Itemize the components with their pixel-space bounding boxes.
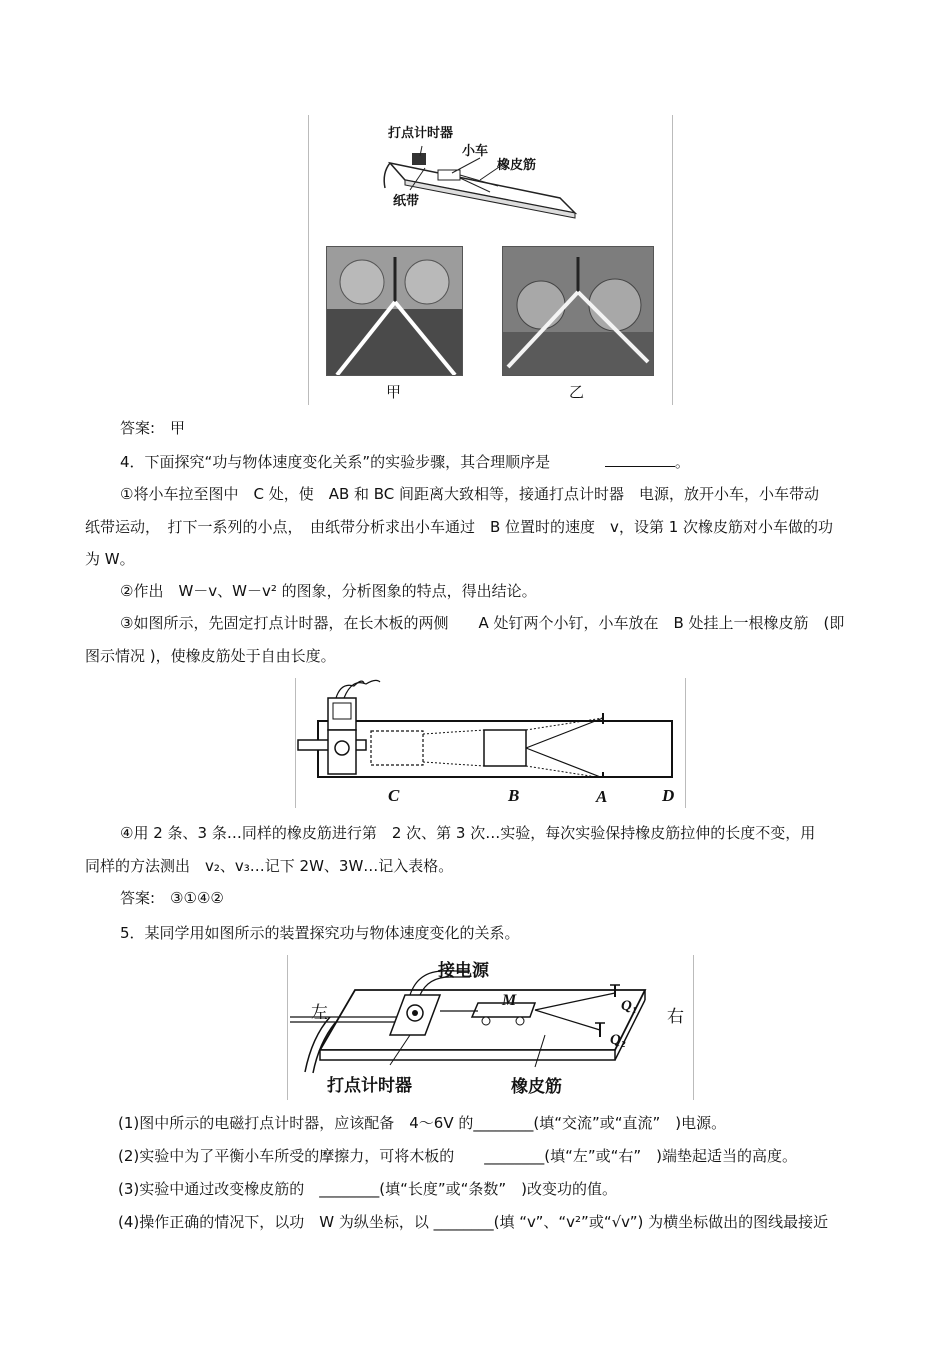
q4-title-text: 4．下面探究“功与物体速度变化关系”的实验步骤，其合理顺序是	[120, 453, 551, 471]
fig2-label-c: C	[388, 786, 400, 805]
q4-step1-line2: 纸带运动， 打下一系列的小点， 由纸带分析求出小车通过 B 位置时的速度 v，设第 1 次橡皮筋对小车做的功	[85, 518, 834, 536]
label-left: 左	[311, 1003, 328, 1023]
photo-a	[326, 246, 463, 376]
q4-step4-line2: 同样的方法测出 v₂、v₃…记下 2W、3W…记入表格。	[85, 857, 454, 875]
q4-answer: 答案: ③①④②	[120, 889, 224, 907]
label-timer: 打点计时器	[388, 126, 454, 141]
q4-step3-line1: ③如图所示，先固定打点计时器，在长木板的两侧 A 处钉两个小钉，小车放在 B 处挂上一根橡皮筋 (即	[120, 614, 845, 632]
q4-title	[120, 452, 690, 472]
label-right: 右	[667, 1007, 684, 1027]
figure-border-right	[672, 115, 673, 405]
answer-3: 答案: 甲	[120, 419, 186, 437]
label-q2: Q₂	[610, 1032, 627, 1048]
fig2-border-right	[685, 678, 686, 808]
label-power: 接电源	[438, 961, 489, 981]
label-timer-q5: 打点计时器	[327, 1076, 412, 1096]
q4-step1-line3: 为 W。	[85, 550, 135, 568]
q4-step3-line2: 图示情况 )，使橡皮筋处于自由长度。	[85, 647, 336, 665]
q4-step2: ②作出 W－v、W－v² 的图象，分析图象的特点，得出结论。	[120, 582, 537, 600]
label-mass: M	[502, 992, 517, 1009]
fig3-border-left	[287, 955, 288, 1100]
fig3-border-right	[693, 955, 694, 1100]
q4-answer-blank	[605, 452, 675, 467]
label-tape: 纸带	[393, 194, 420, 209]
figure-border-left	[308, 115, 309, 405]
caption-b: 乙	[569, 383, 585, 401]
label-cart: 小车	[462, 144, 489, 159]
board-diagram	[296, 678, 684, 778]
q5-part2: (2)实验中为了平衡小车所受的摩擦力，可将木板的 ________(填“左”或“右” )端垫起适当的高度。	[118, 1147, 798, 1165]
fig2-label-a: A	[596, 787, 608, 806]
label-q1: Q₁	[621, 998, 638, 1014]
photo-b	[502, 246, 654, 376]
label-rubber: 橡皮筋	[497, 158, 537, 173]
q5-part4: (4)操作正确的情况下，以功 W 为纵坐标，以 ________(填 “v”、“v²”或“√v”) 为横坐标做出的图线最接近	[118, 1213, 829, 1231]
q4-step1-line1: ①将小车拉至图中 C 处，使 AB 和 BC 间距离大致相等，接通打点计时器 电源，放开小车，小车带动	[120, 485, 820, 503]
q4-step4-line1: ④用 2 条、3 条…同样的橡皮筋进行第 2 次、第 3 次…实验，每次实验保持橡皮筋拉伸的长度不变，用	[120, 824, 816, 842]
q5-part3: (3)实验中通过改变橡皮筋的 ________(填“长度”或“条数” )改变功的值。	[118, 1180, 618, 1198]
fig2-label-b: B	[508, 786, 520, 805]
label-rubber-q5: 橡皮筋	[511, 1077, 562, 1097]
q5-part1: (1)图中所示的电磁打点计时器，应该配备 4～6V 的________(填“交流”或“直流” )电源。	[118, 1114, 727, 1132]
fig2-label-d: D	[662, 786, 675, 805]
q5-title: 5．某同学用如图所示的装置探究功与物体速度变化的关系。	[120, 924, 520, 942]
q4-title-end: 。	[674, 453, 690, 471]
caption-a: 甲	[386, 383, 402, 401]
